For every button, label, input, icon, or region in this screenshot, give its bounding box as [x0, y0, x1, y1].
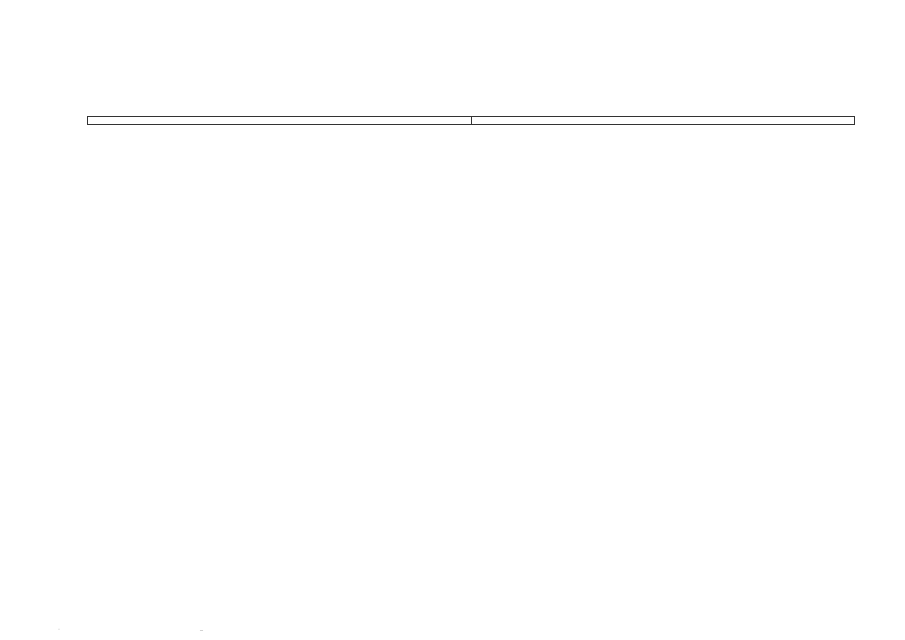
header-address — [471, 117, 855, 125]
header-road-name — [88, 117, 472, 125]
repair-plan-table — [87, 116, 855, 125]
scan-mark: – — [200, 628, 203, 634]
scan-mark: · — [58, 627, 60, 633]
